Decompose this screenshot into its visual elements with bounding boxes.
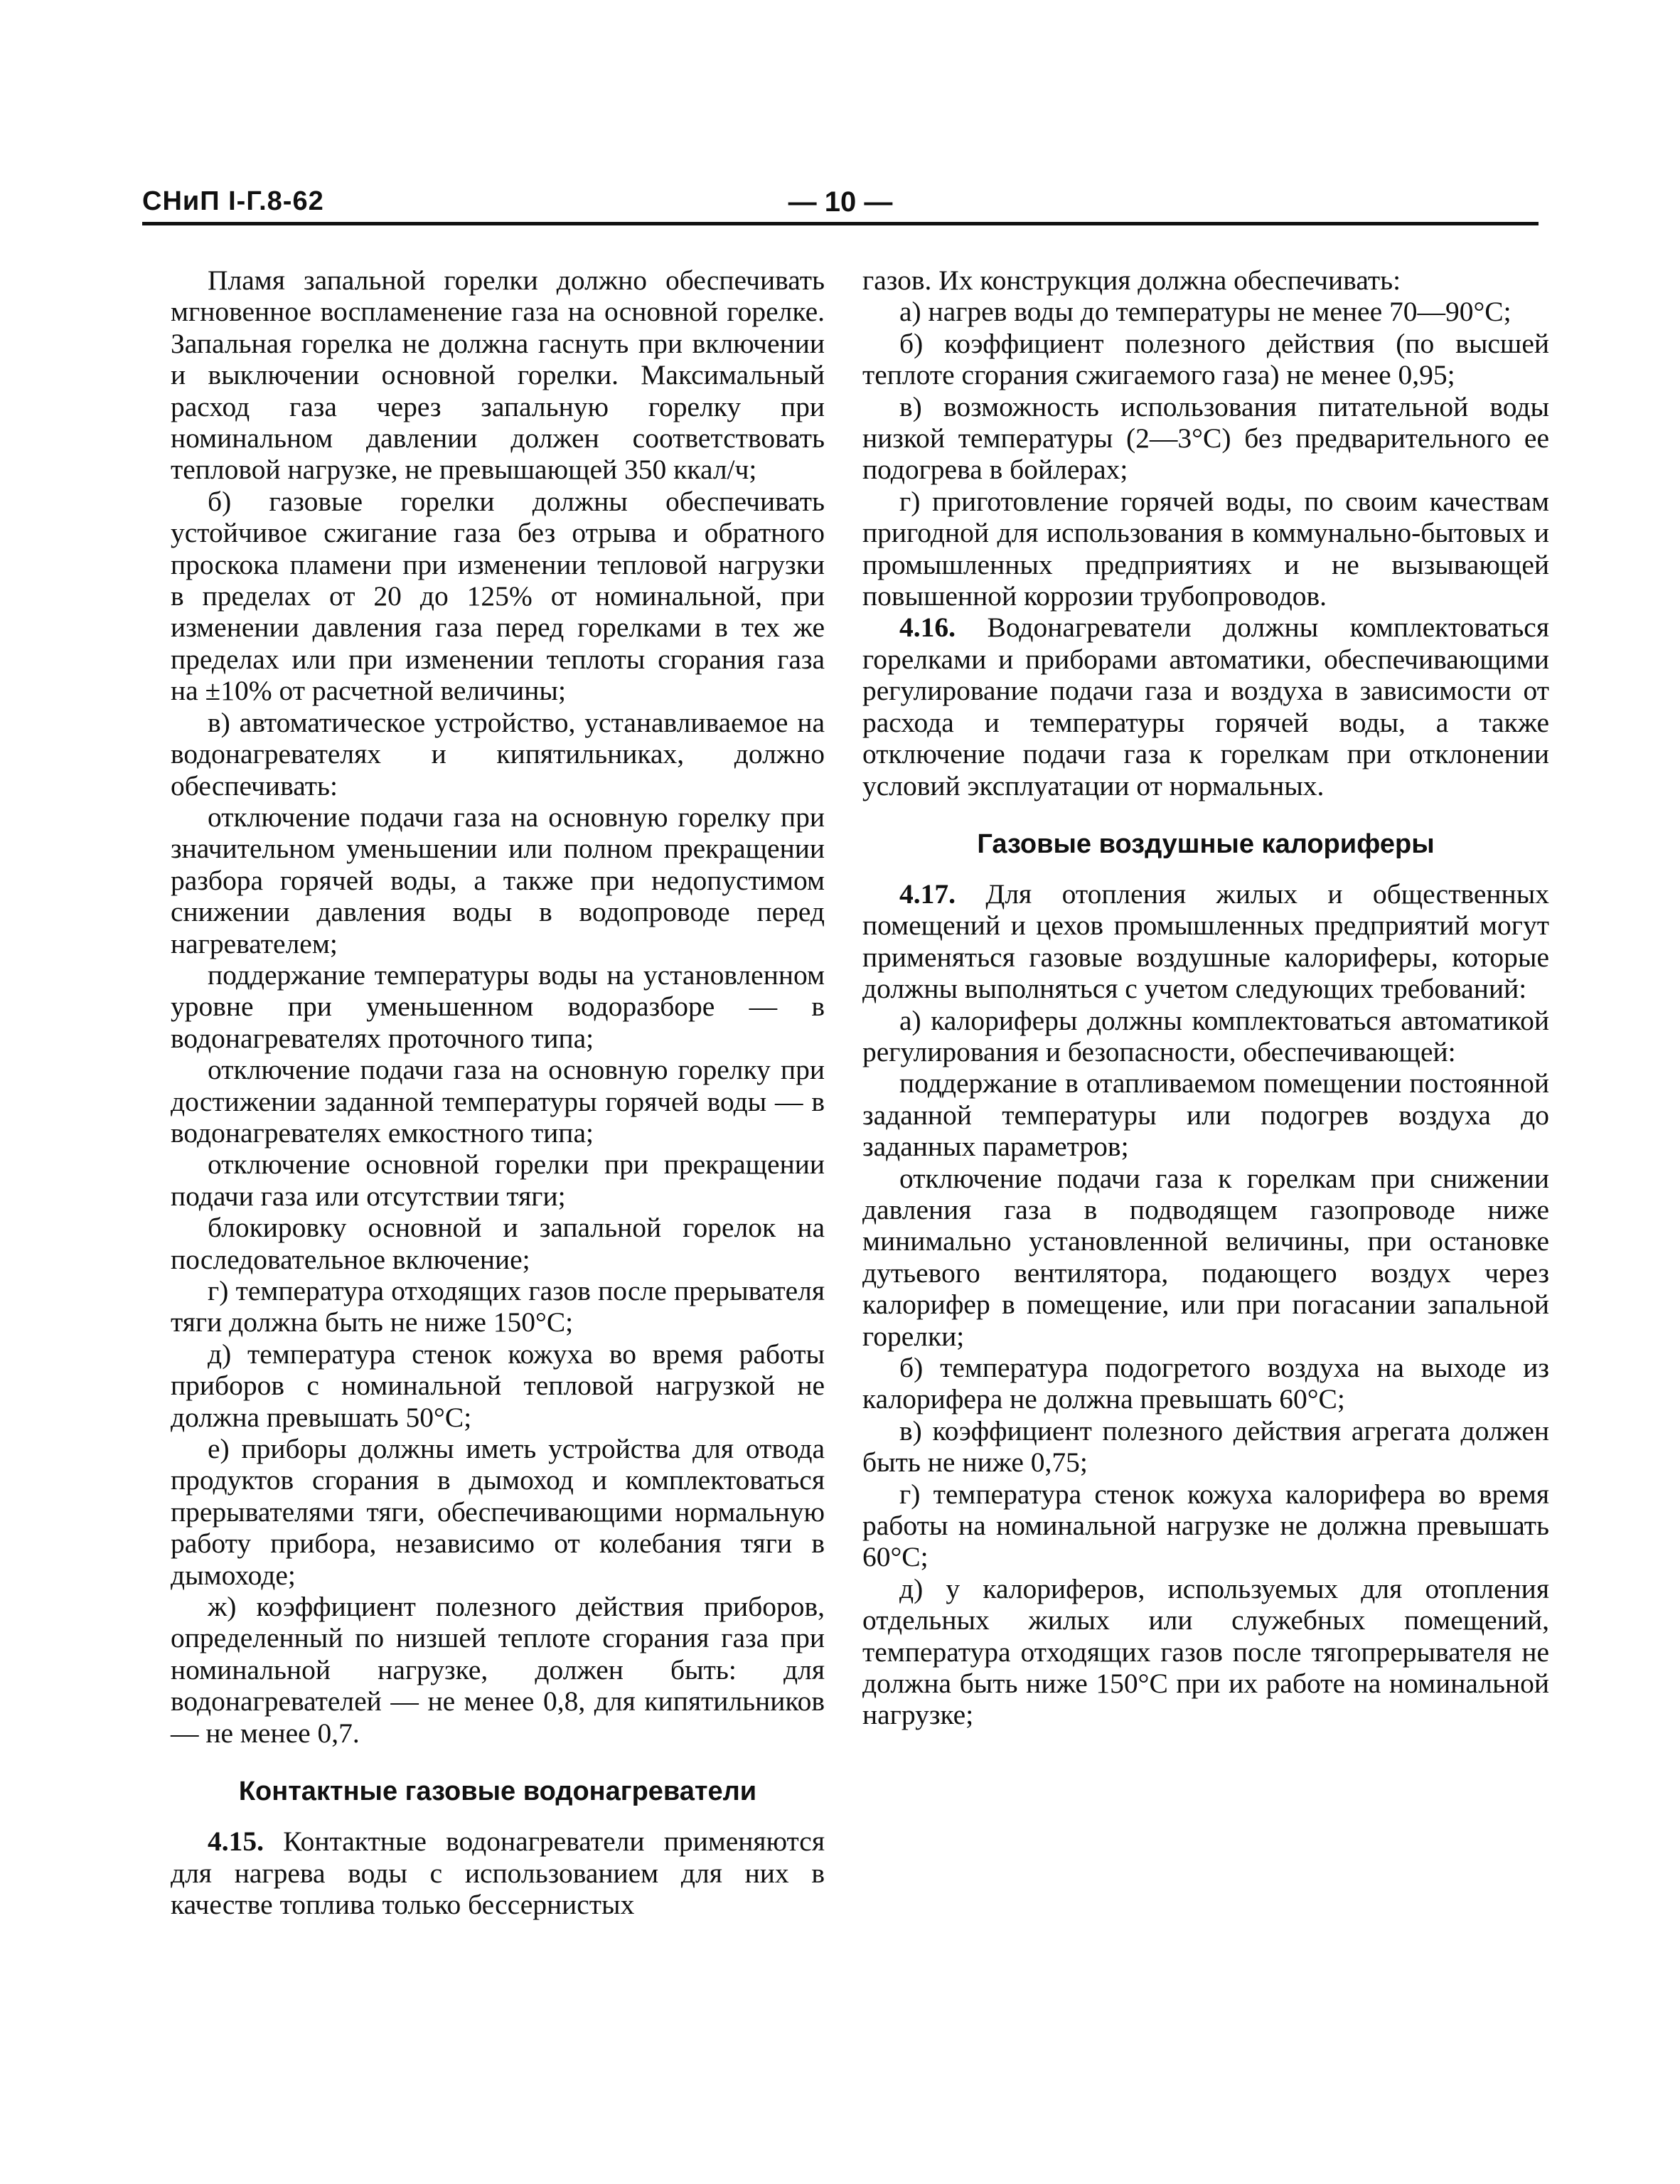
paragraph: газов. Их конструкция должна обеспечивать: — [862, 265, 1401, 296]
paragraph: г) приготовление горячей воды, по своим качествам пригодной для использования в коммунально-бытовых и промышленных предприятиях и не вызывающей повышенной коррозии трубопроводов. — [862, 485, 1549, 612]
paragraph: в) возможность использования питательной воды низкой температуры (2—3°С) без предварительного ее подогрева в бойлерах; — [862, 390, 1549, 486]
paragraph-text: Для отопления жилых и общественных помещений и цехов промышленных предприятий могут применяться газовые воздушные калориферы, которые должны выполняться с учетом следующих требований: — [862, 878, 1549, 1005]
paragraph: б) коэффициент полезного действия (по высшей теплоте сгорания сжигаемого газа) не менее 0,95; — [862, 327, 1549, 391]
document-code: СНиП I-Г.8-62 — [142, 186, 324, 216]
paragraph-text: Контактные водонагреватели применяются для нагрева воды с использованием для них в качестве топлива только бессернистых — [171, 1826, 825, 1920]
left-column — [171, 265, 825, 1920]
paragraph: поддержание в отапливаемом помещении постоянной заданной температуры или подогрев воздуха до заданных параметров; — [862, 1067, 1549, 1163]
paragraph: ж) коэффициент полезного действия приборов, определенный по низшей теплоте сгорания газа при номинальной нагрузке, должен быть: для водонагревателей — не менее 0,8, для кипятильников — не менее 0,7. — [171, 1591, 825, 1749]
paragraph-text: Водонагреватели должны комплектоваться горелками и приборами автоматики, обеспечивающими регулирование подачи газа и воздуха в зависимости от расхода и температуры горячей воды, а также отключение подачи газа к горелкам при отклонении условий эксплуатации от нормальных. — [862, 612, 1549, 801]
paragraph: в) автоматическое устройство, устанавливаемое на водонагревателях и кипятильниках, должно обеспечивать: — [171, 706, 825, 801]
right-column — [862, 265, 1549, 1731]
paragraph: б) газовые горелки должны обеспечивать устойчивое сжигание газа без отрыва и обратного проскока пламени при изменении тепловой нагрузки в пределах от 20 до 125% от номинальной, при изменении давления газа перед горелками в тех же пределах или при изменении теплоты сгорания газа на ±10% от расчетной величины; — [171, 485, 825, 707]
paragraph: г) температура отходящих газов после прерывателя тяги должна быть не ниже 150°С; — [171, 1275, 825, 1338]
paragraph: д) у калориферов, используемых для отопления отдельных жилых или служебных помещений, температура отходящих газов после тягопрерывателя не должна быть ниже 150°С при их работе на номинальной нагрузке; — [862, 1572, 1549, 1731]
paragraph: в) коэффициент полезного действия агрегата должен быть не ниже 0,75; — [862, 1415, 1549, 1479]
paragraph: отключение основной горелки при прекращении подачи газа или отсутствии тяги; — [171, 1149, 825, 1212]
paragraph: отключение подачи газа к горелкам при снижении давления газа в подводящем газопроводе ниже минимально установленной величины, при остановке дутьевого вентилятора, подающего воздух через калорифер в помещение, или при погасании запальной горелки; — [862, 1162, 1549, 1352]
page-number: — 10 — — [788, 186, 893, 218]
paragraph: Пламя запальной горелки должно обеспечивать мгновенное воспламенение газа на основной горелке. Запальная горелка не должна гаснуть при включении и выключении основной горелки. Максимальный расход газа через запальную горелку при номинальном давлении должен соответствовать тепловой нагрузке, не превышающей 350 ккал/ч; — [171, 265, 825, 486]
paragraph: блокировку основной и запальной горелок на последовательное включение; — [171, 1212, 825, 1275]
header-rule — [142, 222, 1539, 225]
clause-number: 4.17. — [899, 878, 956, 910]
paragraph: отключение подачи газа на основную горелку при достижении заданной температуры горячей воды — в водонагревателях емкостного типа; — [171, 1054, 825, 1149]
paragraph — [862, 612, 1549, 801]
paragraph: г) температура стенок кожуха калорифера во время работы на номинальной нагрузке не должна превышать 60°С; — [862, 1478, 1549, 1573]
paragraph: б) температура подогретого воздуха на выходе из калорифера не должна превышать 60°С; — [862, 1352, 1549, 1415]
paragraph: е) приборы должны иметь устройства для отвода продуктов сгорания в дымоход и комплектоваться прерывателями тяги, обеспечивающими нормальную работу прибора, независимо от колебания тяги в дымоходе; — [171, 1433, 825, 1591]
paragraph — [171, 1826, 825, 1920]
paragraph — [862, 878, 1549, 1005]
paragraph: д) температура стенок кожуха во время работы приборов с номинальной тепловой нагрузкой не должна превышать 50°С; — [171, 1338, 825, 1433]
clause-number: 4.16. — [899, 612, 956, 644]
paragraph: а) нагрев воды до температуры не менее 70—90°С; — [899, 296, 1512, 328]
paragraph: отключение подачи газа на основную горелку при значительном уменьшении или полном прекращении разбора горячей воды, а также при недопустимом снижении давления воды в водопроводе перед нагревателем; — [171, 801, 825, 959]
paragraph: поддержание температуры воды на установленном уровне при уменьшенном водоразборе — в водонагревателях проточного типа; — [171, 959, 825, 1054]
clause-number: 4.15. — [208, 1826, 264, 1858]
section-heading: Контактные газовые водонагреватели — [238, 1777, 757, 1807]
section-heading: Газовые воздушные калориферы — [977, 829, 1435, 859]
paragraph: а) калориферы должны комплектоваться автоматикой регулирования и безопасности, обеспечивающей: — [862, 1004, 1549, 1067]
